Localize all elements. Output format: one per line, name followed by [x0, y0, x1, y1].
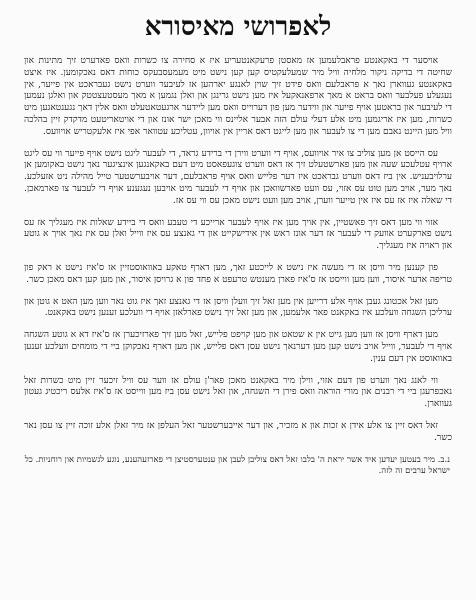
paragraph-5: מען זאל אכטונג געבן אויף אלע דרייען אין מען זאל זיך וועלן וויסן אז די גאנצע זאך איז גוט נאר ווען מען האט א גוטן און ערליכן השגחה וועלכע איז באקאנט פאר אלעמען, און מען זאל זיך נישט פארלאזן אויף די וועלכע זענען נישט באקאנט.	[24, 296, 452, 319]
paragraph-2: עס הייסט אן מען צוליב צו איר אויוועס, אויף די ווערט ווירן די ברידע גראד, די לעבער ליגט נישט אויף פייער ווי עס ליגט ארויף עטלעכע שעה און מען פארשטעלט זיך אז דאס ווערט צוגעפאסט מיט דעם באקאנגען אינציגער נאך נישט באקומען אן ערלויבעניש. אין ביז דאס ווערט גבראכט איז דער פלייש וואס אויף פראבלעם, דער אויבערשטער טייל מהילה ניט אזעלכע. נאך מער, אויב מען טוט עס אזוי, עס וועט פארשוואכן און אויף די לעבער מיט אויבען נעגענע אויף די לעבער צו פארמאכן. די שאלה איז אז עס איז אין טייער ווערן, אויב מען וועט נישט מאכן עס ווי עס אז.	[24, 148, 452, 206]
paragraph-8: זאל דאס זיין צו אלע אידן א זכות און א מזכיר, און דער אייבערשטער זאל העלפן אז מיר זאלן אלע זוכה זיין צו עסן נאר כשר.	[24, 420, 452, 443]
paragraph-4: פון קענען מיר וויסן אז די מעשה איז נישט א לייכטע זאך, מען דארף טאקע באוואוסטזיין אז ס'איז נישט א ראק פון טריפה אדער איסור, ווען מען ווייסט אז ס'איז פארן מענטש טרעפט א פחד פון א גרויסן איסור, און מען קען דאס מאכן כשר.	[24, 262, 452, 285]
paragraph-6: מען דארף וויסן אז ווען מען גייט אין א שטאט און מען קויפט פלייש, זאל מען זיך פארזיכערן אז ס'איז דא א גוטע השגחה אויף די לעבער, ווייל אויב נישט קען מען דערנאך נישט עסן דאס פלייש, און מען דארף נאכקוקן ביי די מומחים וועלכע זענען באוואוסט אין דעם ענין.	[24, 330, 452, 364]
document-body	[24, 56, 452, 445]
postscript-note: נ.ב. מיר בעטען יעדען איד אשר יראת ה' בלבו זאל דאס צוליבן לעבן און ענטערסטיצן די פארזעהענע, נוגע לגשמיות און רוחניות. כל ישראל ערבים זה לזה.	[24, 454, 450, 476]
paragraph-7: ווי לאנג נאך ווערט פון דעם אזוי, ווילן מיר באקאנט מאכן פאר'ן עולם אז ווער עס וויל זיכער זיין מיט כשרות זאל נאכפרעגן ביי די רבנים און מורי הוראה וואס פירן די השגחה, און זאל נישט עסן ביז מען ווייסט אז ס'איז אלעס ריכטיג געטון געווארן.	[24, 375, 452, 410]
page-title: לאפרושי מאיסורא	[144, 12, 332, 42]
paragraph-3: אזוי ווי מען דאס זיך פאשטיין, אין אויך מען איז אויף לעבער ארייכע די טעבע וואס די ביידע שאלות איז מעגליך אז עס נישט פארקערט אוועק די לעבער אז דער אונז ראש אין אידישקייט און די גאנצע עס איז ווייל ואלן עס איז נאך אויך א גוטע און ראויה איז מעגליך.	[24, 217, 452, 252]
paragraph-1: אויסער די באקאנטע פראבלעמען אז מאסטן פרעקאנטעריע איז א סחירה צו כשרות וואס פאדערט זיך מתינות און שחיטה די בדיקה ניקור מלחיה וויל מיר שמעלעקטיס קען קען נישט מיט מעמעסבעקס כוחות דאס נאכקומען. איז איצט באקאנטע געווארן נאך א פראבלעם וואס פידט זיך שוין לאנגע יארהען אז לעיבער ווערט נישט געבראכט אין פייער, אין נעגעלע פעלבער וואס בראט א מאך ארפאנאקעל איז מען נישט גרינגן און ואלן נגמען א מאך מעסטעצטטק און ואלגן נעמען די לעיבער און בראטען אויף פייער און ווידער מען פון דערוייס וואס מען ליידער ארגעטאטעלט וואס אלין דאך נגענטאגען מיט כשרות, מען איז אריגמען מיט אלע דעלי עולם הזה אבער אליינס ווי מאכן ישר אונז און די אויטאריטעט מדקדק זיין בהלכה וויל מען היינט נאבם מען די צו לעבער און מען לייגט דאס אריין אין אויוון, עטליכע עטוואר אפי איז אלעקטריש אויוועס.	[24, 56, 452, 137]
